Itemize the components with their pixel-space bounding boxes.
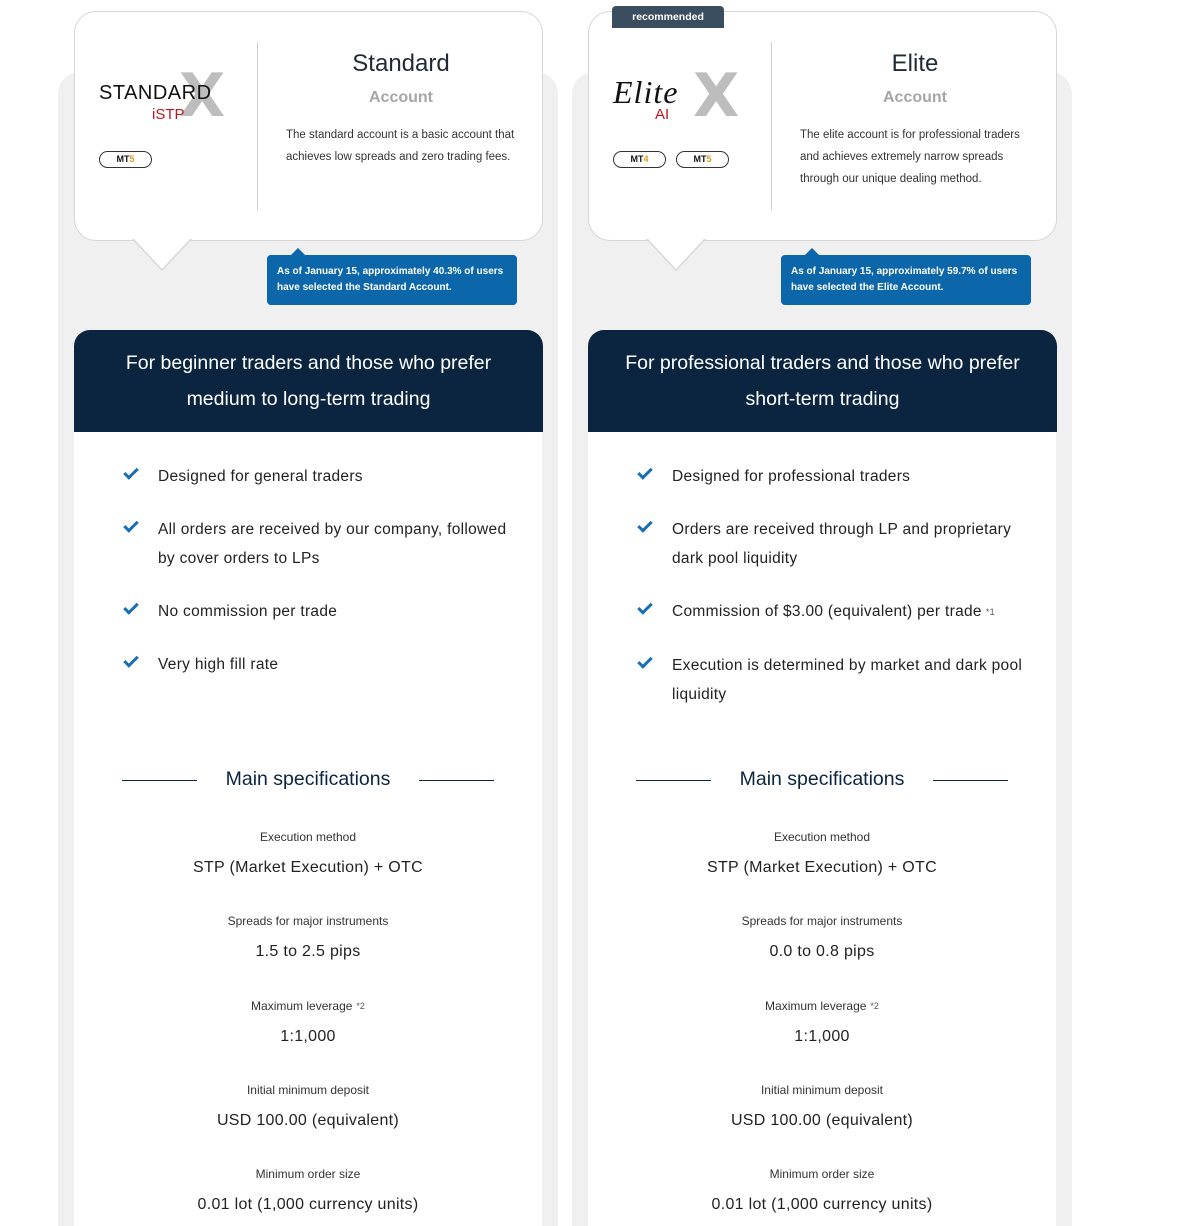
checkmark-icon	[634, 599, 658, 619]
spec-label: Execution method	[773, 830, 871, 844]
target-trader-banner: For professional traders and those who prefer short-term trading	[588, 330, 1057, 432]
spec-max-leverage	[74, 999, 542, 1046]
elite-account-column	[572, 0, 1072, 1226]
spec-initial-deposit	[74, 1083, 542, 1130]
spec-execution-method	[74, 830, 542, 877]
spec-min-order	[588, 1167, 1056, 1214]
feature-list	[634, 462, 1034, 733]
spec-value: 0.01 lot (1,000 currency units)	[711, 1196, 933, 1213]
spec-label: Maximum leverage *2	[251, 999, 365, 1013]
standard-account-column	[58, 0, 558, 1226]
card-pointer	[646, 239, 706, 271]
selection-share-callout: As of January 15, approximately 40.3% of users have selected the Standard Account.	[267, 255, 517, 305]
spec-label: Spreads for major instruments	[741, 914, 903, 928]
spec-spreads	[74, 914, 542, 961]
recommended-badge: recommended	[612, 6, 724, 28]
checkmark-icon	[634, 464, 658, 484]
spec-label: Execution method	[259, 830, 357, 844]
spec-value: 1:1,000	[280, 1028, 336, 1045]
footnote-ref[interactable]: *1	[985, 607, 995, 617]
selection-share-callout: As of January 15, approximately 59.7% of users have selected the Elite Account.	[781, 255, 1031, 305]
spec-label: Initial minimum deposit	[760, 1083, 884, 1097]
spec-label: Spreads for major instruments	[227, 914, 389, 928]
x-logo-mark-icon: X	[179, 61, 224, 131]
spec-spreads	[588, 914, 1056, 961]
feature-item: Commission of $3.00 (equivalent) per trade *1	[634, 597, 1034, 627]
checkmark-icon	[634, 653, 658, 673]
mt5-badge: MT5	[99, 151, 152, 168]
spec-label: Maximum leverage *2	[765, 999, 879, 1013]
feature-item: Designed for general traders	[120, 462, 520, 491]
checkmark-icon	[120, 599, 144, 619]
spec-value: 0.0 to 0.8 pips	[769, 943, 875, 960]
main-specifications-heading: Main specifications	[636, 766, 1008, 796]
elite-ai-logo	[611, 61, 761, 131]
feature-item: Execution is determined by market and dark pool liquidity	[634, 651, 1034, 709]
mt4-badge: MT4	[613, 151, 666, 168]
checkmark-icon	[120, 517, 144, 537]
elite-account-card[interactable]	[588, 11, 1057, 241]
spec-value: 1:1,000	[794, 1028, 850, 1045]
platform-badges	[613, 151, 729, 168]
checkmark-icon	[120, 652, 144, 672]
account-description: The elite account is for professional traders and achieves extremely narrow spreads through our unique dealing method.	[800, 129, 1020, 185]
account-subtitle: Account	[883, 89, 947, 106]
logo-wordmark: STANDARD	[99, 82, 212, 104]
logo-subtitle: iSTP	[152, 106, 185, 123]
main-specifications-heading: Main specifications	[122, 766, 494, 796]
mt5-badge: MT5	[676, 151, 729, 168]
footnote-ref[interactable]: *2	[870, 1001, 879, 1011]
logo-wordmark: Elite	[613, 74, 679, 110]
account-subtitle: Account	[369, 89, 433, 106]
spec-value: USD 100.00 (equivalent)	[216, 1112, 400, 1129]
feature-item: Very high fill rate	[120, 650, 520, 679]
feature-item: No commission per trade	[120, 597, 520, 626]
feature-item: All orders are received by our company, followed by cover orders to LPs	[120, 515, 520, 573]
spec-max-leverage	[588, 999, 1056, 1046]
standard-account-card[interactable]	[74, 11, 543, 241]
spec-execution-method	[588, 830, 1056, 877]
feature-item: Orders are received through LP and proprietary dark pool liquidity	[634, 515, 1034, 573]
account-description: The standard account is a basic account that achieves low spreads and zero trading fees.	[286, 129, 515, 163]
logo-subtitle: AI	[655, 106, 670, 123]
standard-istp-logo	[97, 61, 247, 131]
footnote-ref[interactable]: *2	[356, 1001, 365, 1011]
checkmark-icon	[120, 464, 144, 484]
account-title: Elite	[891, 50, 939, 77]
platform-badges	[99, 151, 152, 168]
spec-value: STP (Market Execution) + OTC	[707, 859, 937, 876]
checkmark-icon	[634, 517, 658, 537]
spec-value: STP (Market Execution) + OTC	[193, 859, 423, 876]
spec-label: Minimum order size	[769, 1167, 875, 1181]
card-pointer	[132, 239, 192, 271]
spec-label: Initial minimum deposit	[246, 1083, 370, 1097]
spec-label: Minimum order size	[255, 1167, 361, 1181]
feature-list	[120, 462, 520, 703]
spec-initial-deposit	[588, 1083, 1056, 1130]
spec-value: 0.01 lot (1,000 currency units)	[197, 1196, 419, 1213]
x-logo-mark-icon: X	[693, 61, 738, 131]
account-title: Standard	[352, 50, 450, 77]
spec-value: USD 100.00 (equivalent)	[730, 1112, 914, 1129]
spec-value: 1.5 to 2.5 pips	[255, 943, 361, 960]
target-trader-banner: For beginner traders and those who prefer medium to long-term trading	[74, 330, 543, 432]
feature-item: Designed for professional traders	[634, 462, 1034, 491]
spec-min-order	[74, 1167, 542, 1214]
